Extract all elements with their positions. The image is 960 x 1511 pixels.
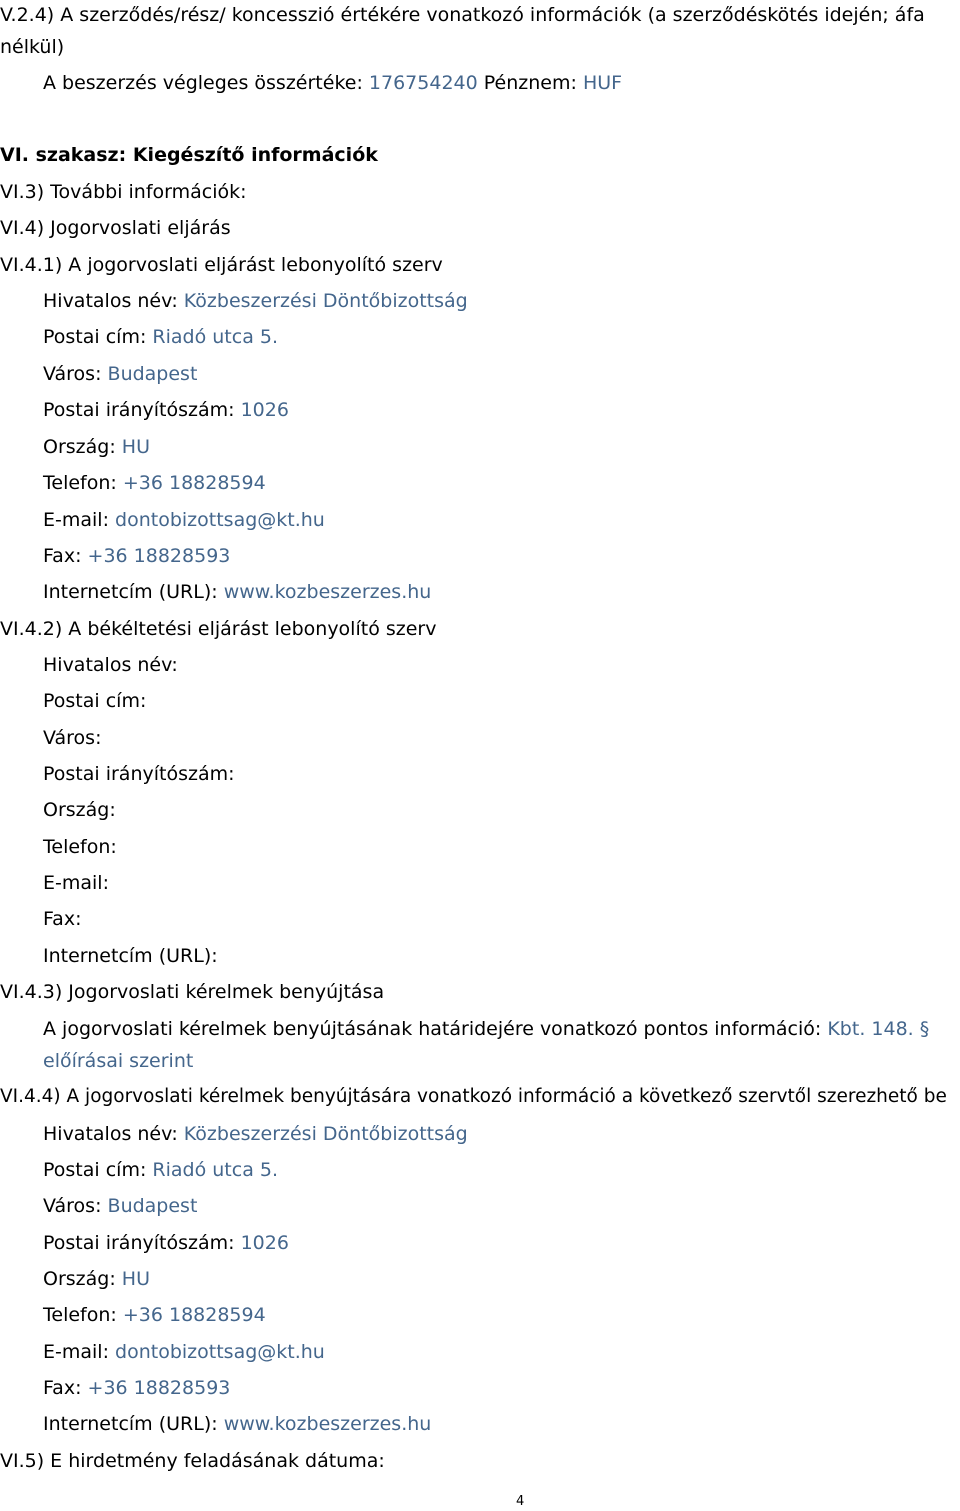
vi44-url-row — [43, 1412, 431, 1436]
vi43-info-label: A jogorvoslati kérelmek benyújtásának határidejére vonatkozó pontos információ: — [43, 1018, 822, 1040]
vi44-address-value: Riadó utca 5. — [152, 1159, 279, 1181]
vi41-country-label: Ország: — [43, 436, 116, 458]
vi43-info-value-cont: előírásai szerint — [43, 1050, 194, 1072]
total-value: 176754240 — [368, 72, 478, 94]
vi44-phone-label: Telefon: — [43, 1304, 117, 1326]
vi41-url-label: Internetcím (URL): — [43, 581, 218, 603]
currency-label: Pénznem: — [483, 72, 577, 94]
vi41-url-row — [43, 580, 431, 604]
vi44-email-value[interactable]: dontobizottsag@kt.hu — [115, 1341, 325, 1363]
vi41-name-row — [43, 289, 468, 313]
vi44-name-label: Hivatalos név: — [43, 1123, 178, 1145]
total-value-label: A beszerzés végleges összértéke: — [43, 72, 363, 94]
vi44-address-label: Postai cím: — [43, 1159, 147, 1181]
vi42-zip-label: Postai irányítószám: — [43, 763, 235, 785]
section-vi41-heading: VI.4.1) A jogorvoslati eljárást lebonyolító szerv — [0, 254, 443, 276]
vi44-email-row — [43, 1340, 325, 1364]
vi42-address-label: Postai cím: — [43, 690, 147, 712]
vi44-zip-row — [43, 1231, 289, 1255]
vi42-country-label: Ország: — [43, 799, 116, 821]
vi44-email-label: E-mail: — [43, 1341, 109, 1363]
section-vi43-heading: VI.4.3) Jogorvoslati kérelmek benyújtása — [0, 981, 385, 1003]
vi41-zip-label: Postai irányítószám: — [43, 399, 235, 421]
vi44-url-label: Internetcím (URL): — [43, 1413, 218, 1435]
section-vi4-heading: VI.4) Jogorvoslati eljárás — [0, 217, 231, 239]
vi44-city-label: Város: — [43, 1195, 102, 1217]
section-heading-v24: V.2.4) A szerződés/rész/ koncesszió értékére vonatkozó információk (a szerződéskötés idején; áfa — [0, 4, 925, 26]
vi44-name-row — [43, 1122, 468, 1146]
vi44-country-label: Ország: — [43, 1268, 116, 1290]
vi44-phone-value: +36 18828594 — [122, 1304, 266, 1326]
section-vi3-heading: VI.3) További információk: — [0, 181, 247, 203]
vi44-country-row — [43, 1267, 150, 1291]
vi41-email-value[interactable]: dontobizottsag@kt.hu — [115, 509, 325, 531]
vi41-address-row — [43, 325, 278, 349]
vi44-address-row — [43, 1158, 278, 1182]
vi44-city-row — [43, 1194, 197, 1218]
vi41-phone-value: +36 18828594 — [122, 472, 266, 494]
vi41-country-row — [43, 435, 150, 459]
vi44-name-value: Közbeszerzési Döntőbizottság — [183, 1123, 468, 1145]
vi41-address-label: Postai cím: — [43, 326, 147, 348]
vi42-fax-label: Fax: — [43, 908, 82, 930]
vi42-city-label: Város: — [43, 727, 102, 749]
vi41-phone-label: Telefon: — [43, 472, 117, 494]
vi41-fax-value: +36 18828593 — [87, 545, 231, 567]
total-value-row — [43, 71, 622, 95]
vi43-info-value: Kbt. 148. § — [827, 1018, 930, 1040]
vi42-email-label: E-mail: — [43, 872, 109, 894]
vi42-phone-label: Telefon: — [43, 836, 117, 858]
vi41-city-label: Város: — [43, 363, 102, 385]
section-vi5-heading: VI.5) E hirdetmény feladásának dátuma: — [0, 1450, 385, 1472]
vi41-url-link[interactable]: www.kozbeszerzes.hu — [223, 581, 432, 603]
vi44-fax-label: Fax: — [43, 1377, 82, 1399]
vi44-zip-value: 1026 — [240, 1232, 289, 1254]
vi44-city-value: Budapest — [107, 1195, 198, 1217]
section-vi44-heading: VI.4.4) A jogorvoslati kérelmek benyújtására vonatkozó információ a következő szervtől szerezhető be — [0, 1086, 947, 1107]
vi44-country-value: HU — [121, 1268, 150, 1290]
vi41-email-label: E-mail: — [43, 509, 109, 531]
vi42-url-label: Internetcím (URL): — [43, 945, 218, 967]
section-vi-heading: VI. szakasz: Kiegészítő információk — [0, 144, 378, 166]
vi41-fax-label: Fax: — [43, 545, 82, 567]
vi41-name-value: Közbeszerzési Döntőbizottság — [183, 290, 468, 312]
vi44-url-link[interactable]: www.kozbeszerzes.hu — [223, 1413, 432, 1435]
section-heading-v24-cont: nélkül) — [0, 36, 65, 58]
vi44-phone-row — [43, 1303, 266, 1327]
vi41-country-value: HU — [121, 436, 150, 458]
vi41-phone-row — [43, 471, 266, 495]
vi41-zip-row — [43, 398, 289, 422]
vi43-info-row — [43, 1017, 929, 1041]
vi44-fax-value: +36 18828593 — [87, 1377, 231, 1399]
currency-value: HUF — [582, 72, 623, 94]
page-number: 4 — [516, 1494, 525, 1509]
vi41-address-value: Riadó utca 5. — [152, 326, 279, 348]
vi41-zip-value: 1026 — [240, 399, 289, 421]
vi42-name-label: Hivatalos név: — [43, 654, 178, 676]
vi41-city-value: Budapest — [107, 363, 198, 385]
vi41-city-row — [43, 362, 197, 386]
vi41-name-label: Hivatalos név: — [43, 290, 178, 312]
vi44-fax-row — [43, 1376, 230, 1400]
section-vi42-heading: VI.4.2) A békéltetési eljárást lebonyolító szerv — [0, 618, 437, 640]
vi41-fax-row — [43, 544, 230, 568]
vi41-email-row — [43, 508, 325, 532]
vi44-zip-label: Postai irányítószám: — [43, 1232, 235, 1254]
